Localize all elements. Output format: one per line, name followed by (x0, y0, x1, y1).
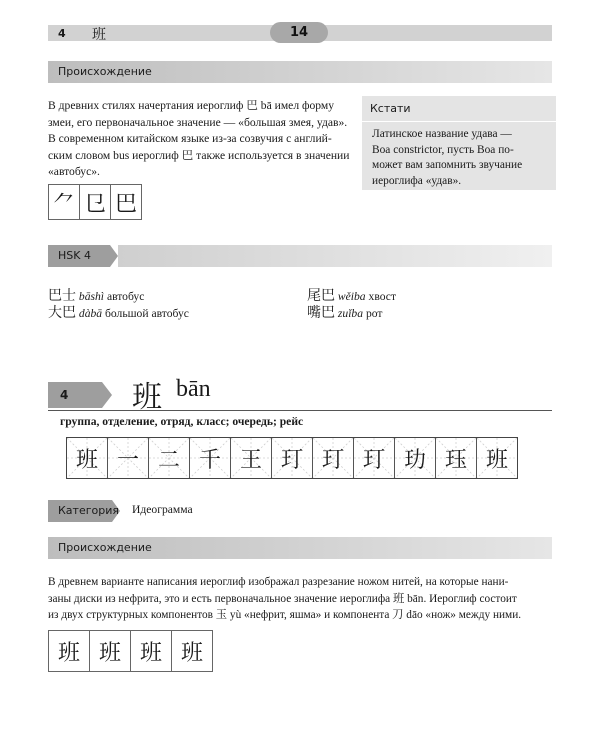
stroke-cell (231, 438, 272, 478)
origin-header: Происхождение (48, 537, 552, 559)
origin-line: В древнем варианте написания иероглиф изображал разрезание ножом нитей, на которые нани- (48, 576, 509, 588)
origin-line: В современном китайском языке из-за созвучия с англий- (48, 132, 332, 145)
glyph-box: ⺈ (49, 185, 80, 219)
stroke-cell (272, 438, 313, 478)
stroke-glyph: 玏 (403, 447, 426, 473)
chapter-number: 4 (58, 27, 66, 40)
glyph-box: 班 (90, 631, 131, 671)
origin-paragraph (48, 98, 358, 181)
origin-header: Происхождение (48, 61, 552, 83)
hsk-header: HSK 4 (48, 245, 552, 267)
note-box (362, 96, 556, 190)
stroke-glyph: 玎 (280, 447, 303, 473)
stroke-glyph: 班 (485, 447, 508, 473)
stroke-order-grid (66, 437, 518, 479)
hsk-word: 巴士 bāshì автобус (48, 289, 145, 304)
entry-number: 4 (48, 382, 102, 408)
hsk-word: 尾巴 wěiba хвост (307, 289, 397, 304)
origin-line: змеи, его первоначальное значение — «большая змея, удав». (48, 115, 348, 129)
glyph-box: 班 (131, 631, 172, 671)
origin-line: В древних стилях начертания иероглиф 巴 bā имел форму (48, 99, 335, 112)
category-value: Идеограмма (132, 503, 193, 516)
stroke-glyph: 玎 (321, 447, 344, 473)
hsk-word: 大巴 dàbā большой автобус (48, 306, 189, 321)
stroke-cell (395, 438, 436, 478)
stroke-glyph: 千 (198, 447, 221, 473)
stroke-cell (67, 438, 108, 478)
origin-line: из двух структурных компонентов 玉 yù «нефрит, яшма» и компонента 刀 dāo «нож» между ними. (48, 609, 522, 621)
ancient-glyphs (48, 630, 213, 672)
entry-rule (48, 410, 552, 411)
stroke-glyph: 一 (116, 447, 139, 473)
origin-line: заны диски из нефрита, это и есть первоначальное значение иероглифа 班 bān. Иероглиф состоит (48, 592, 517, 605)
stroke-glyph: 二 (157, 447, 180, 473)
stroke-cell (190, 438, 231, 478)
ancient-glyphs (48, 184, 142, 220)
stroke-cell (149, 438, 190, 478)
stroke-cell (354, 438, 395, 478)
stroke-glyph: 珏 (444, 447, 467, 473)
stroke-cell (477, 438, 517, 478)
category-tag: Категория (48, 500, 110, 522)
glyph-box: 班 (49, 631, 90, 671)
entry-character: 班 (132, 380, 162, 415)
stroke-cell (436, 438, 477, 478)
entry-heading (48, 372, 552, 415)
origin-paragraph (48, 574, 558, 624)
origin-line: «автобус». (48, 165, 100, 178)
note-divider (362, 121, 556, 122)
entry-pinyin: bān (176, 376, 211, 402)
glyph-box: 巴 (114, 191, 137, 217)
glyph-box: 班 (180, 640, 203, 666)
stroke-cell (313, 438, 354, 478)
hsk-word: 嘴巴 zuǐba рот (307, 306, 383, 321)
stroke-glyph: 王 (239, 447, 262, 473)
stroke-glyph: 玎 (362, 447, 385, 473)
stroke-glyph: 班 (75, 447, 98, 473)
entry-meaning: группа, отделение, отряд, класс; очередь; рейс (60, 415, 304, 428)
stroke-cell (108, 438, 149, 478)
note-title: Кстати (370, 102, 411, 115)
glyph-box: 㔾 (80, 185, 111, 219)
origin-line: ским словом bus иероглиф 巴 также используется в значении (48, 148, 350, 162)
chapter-character: 班 (92, 27, 106, 43)
page-number: 14 (270, 22, 328, 43)
note-text: Латинское название удава — Boa constrictor, пусть Boa по- может вам запомнить звучание иероглифа «удав». (372, 128, 523, 187)
